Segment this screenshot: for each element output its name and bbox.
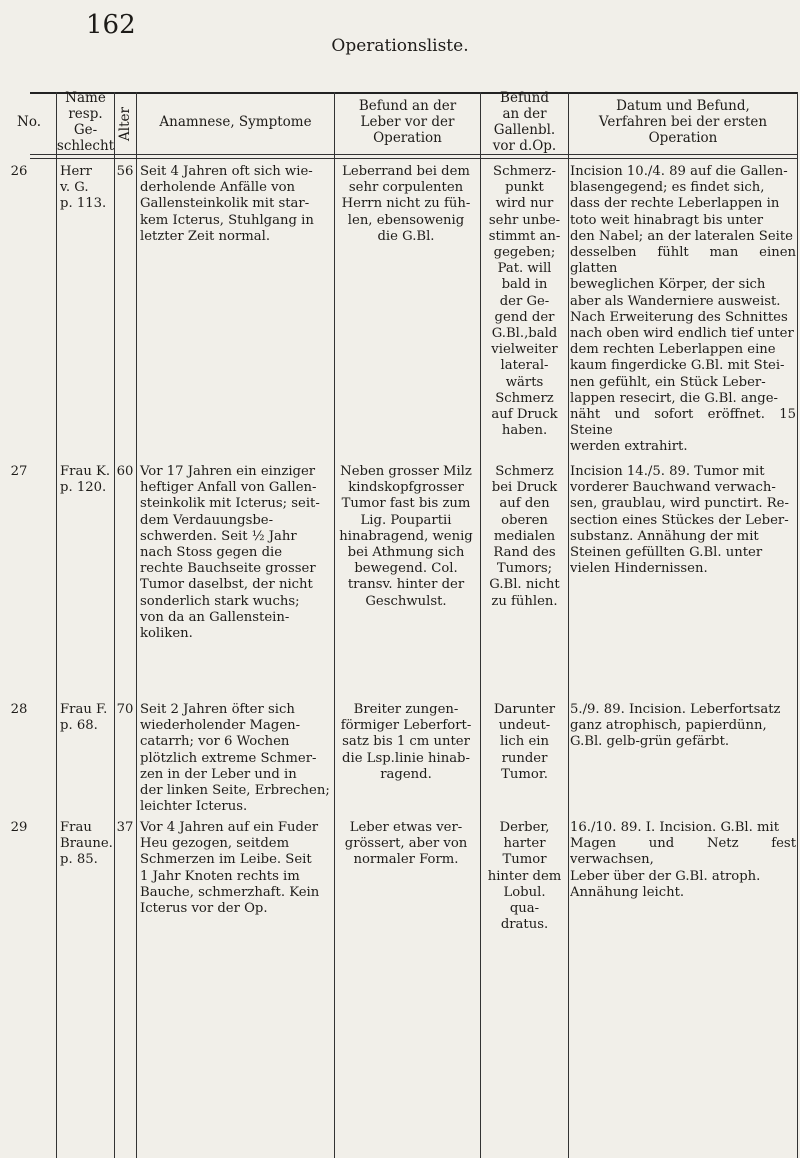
anamnesis-text: Seit 4 Jahren oft sich wie- derholende Anfälle von Gallensteinkolik mit star- kem Icterus, Stuhlgang in letzter Zeit normal. (140, 164, 314, 244)
anamnesis-text: Vor 4 Jahren auf ein Fuder Heu gezogen, seitdem Schmerzen im Leibe. Seit 1 Jahr Knoten rechts im Bauche, schmerzhaft. Kein Icterus vor der Op. (140, 820, 320, 917)
liver-finding: Breiter zungen- förmiger Leberfort- satz bis 1 cm unter die Lsp.linie hinab- ragend. (340, 702, 472, 782)
column-divider (136, 92, 137, 1158)
liver-finding: Neben grosser Milz kindskopfgrosser Tumor fast bis zum Lig. Poupartii hinabragend, wenig bei Athmung sich bewegend. Col. transv. hinter der Geschwulst. (339, 464, 473, 609)
gallbladder-finding: Schmerz- punkt wird nur sehr unbe- stimmt an- gegeben; Pat. will bald in der Ge- gend der G.Bl.,bald vielweiter lateral- wärts Schmerz auf Druck haben. (488, 164, 561, 439)
column-divider (334, 92, 335, 1158)
column-divider (797, 92, 798, 1158)
header-anamnesis: Anamnese, Symptome (159, 114, 312, 130)
header-no: No. (17, 114, 41, 130)
row-number: 29 (10, 820, 28, 835)
row-number: 27 (10, 464, 28, 479)
column-divider (568, 92, 569, 1158)
column-divider (56, 92, 57, 1158)
anamnesis-text: Seit 2 Jahren öfter sich wiederholender Magen- catarrh; vor 6 Wochen plötzlich extreme Schmer- zen in der Leber und in der linken Seite, Erbrechen; leichter Icterus. (140, 702, 330, 815)
patient-name: Frau K. p. 120. (60, 464, 111, 496)
patient-age: 60 (116, 464, 134, 479)
operation-report: Incision 14./5. 89. Tumor mit vorderer Bauchwand verwach- sen, graublau, wird punctirt. Re- section eines Stückes der Leber- substanz. Annähung der mit Steinen gefüllten G.Bl. unter vielen Hindernissen. (570, 464, 789, 577)
patient-name: Frau F. p. 68. (60, 702, 108, 734)
operation-report: 5./9. 89. Incision. Leberfortsatz ganz atrophisch, papierdünn, G.Bl. gelb-grün gefärbt. (570, 702, 781, 750)
operation-report: Incision 10./4. 89 auf die Gallen- blasengegend; es findet sich, dass der rechte Leberlappen in toto weit hinabragt bis unter den Nabel; an der lateralen Seite desselben fühlt man einen glatten beweglichen Körper, der sich aber als Wanderniere ausweist. Nach Erweiterung des Schnittes nach oben wird endlich tief unter dem rechten Leberlappen eine kaum fingerdicke G.Bl. mit Stei- nen gefühlt, ein Stück Leber- lappen resecirt, die G.Bl. ange- näht und sofort eröffnet. 15 Steine werden extrahirt. (570, 164, 796, 455)
patient-age: 56 (116, 164, 134, 179)
gallbladder-finding: Derber, harter Tumor hinter dem Lobul. qua- dratus. (487, 820, 562, 933)
gallbladder-finding: Schmerz bei Druck auf den oberen medialen Rand des Tumors; G.Bl. nicht zu fühlen. (489, 464, 560, 609)
header-gallbladder: Befund an der Gallenbl. vor d.Op. (492, 90, 557, 154)
anamnesis-text: Vor 17 Jahren ein einziger heftiger Anfall von Gallen- steinkolik mit Icterus; seit- dem Verdauungsbe- schwerden. Seit ½ Jahr nach Stoss gegen die rechte Bauchseite grosser Tumor daselbst, der nicht sonderlich stark wuchs; von da an Gallenstein- koliken. (140, 464, 320, 642)
column-divider (114, 92, 115, 1158)
header-liver: Befund an der Leber vor der Operation (358, 98, 457, 146)
patient-age: 37 (116, 820, 134, 835)
patient-age: 70 (116, 702, 134, 717)
patient-name: Herr v. G. p. 113. (60, 164, 107, 212)
row-number: 28 (10, 702, 28, 717)
patient-name: Frau Braune. p. 85. (60, 820, 113, 868)
gallbladder-finding: Darunter undeut- lich ein runder Tumor. (493, 702, 556, 782)
header-rule (30, 154, 798, 159)
header-name: Name resp. Ge- schlecht (56, 90, 115, 154)
liver-finding: Leberrand bei dem sehr corpulenten Herrn nicht zu füh- len, ebensowenig die G.Bl. (341, 164, 471, 244)
page-title: Operationsliste. (331, 36, 469, 56)
page-number: 162 (86, 10, 136, 40)
operations-table (10, 90, 800, 1158)
operation-report: 16./10. 89. I. Incision. G.Bl. mit Magen und Netz fest verwachsen, Leber über der G.Bl. atroph. Annähung leicht. (570, 820, 796, 900)
header-age-label: Alter (117, 107, 133, 141)
header-operation: Datum und Befund, Verfahren bei der ersten Operation (598, 98, 768, 146)
header-age (118, 100, 132, 148)
row-number: 26 (10, 164, 28, 179)
liver-finding: Leber etwas ver- grössert, aber von normaler Form. (344, 820, 468, 868)
